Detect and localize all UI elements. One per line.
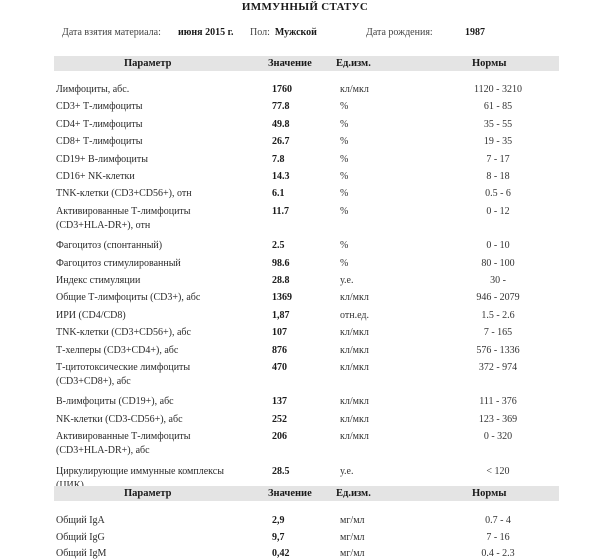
value: 470 (272, 362, 287, 373)
param-name: В-лимфоциты (CD19+), абс (56, 396, 174, 408)
param-name: TNK-клетки (CD3+CD56+), абс (56, 327, 191, 339)
param-name: Фагоцитоз (спонтанный) (56, 240, 163, 252)
table-row (54, 514, 559, 527)
norm: 1120 - 3210 (474, 84, 522, 95)
table-row (54, 83, 559, 97)
table-row (54, 153, 559, 167)
norm: < 120 (486, 465, 510, 477)
param-name: Т-цитотоксические лимфоциты (56, 362, 191, 373)
norm: 0 - 10 (486, 240, 510, 252)
table-row (54, 413, 559, 427)
param-name: Т-хелперы (CD3+CD4+), абс (56, 344, 179, 356)
unit: % (340, 153, 349, 165)
param-name: Активированные Т-лимфоциты (56, 431, 191, 443)
param-name: CD16+ NK-клетки (56, 171, 135, 182)
unit: мг/мл (340, 515, 365, 526)
unit: у.е. (340, 275, 354, 286)
table-row (54, 291, 559, 305)
unit: у.е. (340, 465, 354, 477)
norm: 0.4 - 2.3 (481, 548, 515, 559)
param-name: ИРИ (CD4/CD8) (56, 309, 126, 321)
table-row (54, 430, 559, 458)
unit: мг/мл (340, 531, 365, 543)
norm: 0 - 320 (483, 431, 513, 443)
table-row (54, 326, 559, 340)
sample-date-value-wrap (178, 26, 234, 40)
sample-date-label: Дата взятия материала: (62, 27, 161, 38)
table-row (54, 309, 559, 323)
unit: % (340, 240, 349, 252)
param-name-cont: (CD3+HLA-DR+), отн (56, 219, 151, 231)
value: 28.5 (272, 465, 290, 477)
header-param: Параметр (124, 488, 172, 499)
value: 1760 (272, 84, 292, 95)
table2-header (54, 486, 559, 501)
unit: % (340, 136, 349, 148)
header-value: Значение (268, 58, 312, 69)
unit: кл/мкл (340, 327, 369, 339)
header-unit: Ед.изм. (336, 488, 371, 499)
table-row (54, 257, 559, 271)
norm: 61 - 85 (483, 101, 513, 113)
header-param: Параметр (124, 58, 172, 69)
unit: кл/мкл (340, 362, 369, 373)
value: 876 (272, 344, 287, 356)
table-row (54, 187, 559, 201)
norm: 946 - 2079 (476, 292, 520, 304)
norm: 80 - 100 (481, 257, 515, 269)
param-name: Циркулирующие иммунные комплексы (56, 465, 224, 477)
value: 6.1 (272, 188, 285, 200)
param-name-cont: (CD3+HLA-DR+), абс (56, 445, 150, 457)
report-title: ИММУННЫЙ СТАТУС (241, 1, 369, 13)
unit: кл/мкл (340, 344, 369, 356)
norm: 576 - 1336 (476, 344, 520, 356)
header-value: Значение (268, 488, 312, 499)
table1-header (54, 56, 559, 71)
sex (250, 26, 317, 40)
unit: мг/мл (340, 548, 365, 559)
norm: 35 - 55 (483, 118, 513, 130)
sample-date-value: июня 2015 г. (178, 27, 234, 38)
param-name: Фагоцитоз стимулированный (56, 257, 181, 269)
table-row (54, 135, 559, 149)
value: 9,7 (272, 531, 285, 543)
param-name: CD3+ Т-лимфоциты (56, 101, 143, 113)
value: 206 (272, 431, 287, 443)
norm: 7 - 165 (483, 327, 513, 339)
sex-value: Мужской (274, 27, 317, 38)
header-norm: Нормы (472, 58, 507, 69)
value: 98.6 (272, 257, 290, 269)
birth-date-value-wrap (465, 26, 485, 40)
table-row (54, 547, 559, 560)
birth-date-label: Дата рождения: (366, 27, 433, 38)
param-name-cont: (CD3+CD8+), абс (56, 376, 131, 387)
param-name: Общий IgG (56, 531, 105, 543)
value: 7.8 (272, 153, 285, 165)
param-name: Общие Т-лимфоциты (CD3+), абс (56, 292, 201, 304)
table-row (54, 344, 559, 358)
unit: % (340, 171, 349, 182)
norm: 7 - 16 (486, 531, 510, 543)
table-row (54, 100, 559, 114)
param-name: Общий IgA (56, 515, 105, 526)
unit: отн.ед. (340, 309, 369, 321)
value: 2,9 (272, 515, 285, 526)
param-name: TNK-клетки (CD3+CD56+), отн (56, 188, 192, 200)
value: 14.3 (272, 171, 290, 182)
param-name: Общий IgM (56, 548, 107, 559)
unit: % (340, 205, 349, 217)
param-name: Индекс стимуляции (56, 275, 141, 286)
norm: 0.7 - 4 (485, 515, 511, 526)
norm: 0.5 - 6 (485, 188, 511, 200)
value: 252 (272, 413, 287, 425)
unit: % (340, 257, 349, 269)
value: 11.7 (272, 205, 289, 217)
value: 1369 (272, 292, 292, 304)
param-name: Активированные Т-лимфоциты (56, 205, 191, 217)
table-row (54, 239, 559, 253)
norm: 30 - (490, 275, 506, 286)
unit: кл/мкл (340, 431, 369, 443)
value: 0,42 (272, 548, 290, 559)
table-row (54, 274, 559, 288)
sample-date (62, 26, 161, 40)
unit: кл/мкл (340, 84, 369, 95)
birth-date (366, 26, 433, 40)
value: 26.7 (272, 136, 290, 148)
value: 2.5 (272, 240, 285, 252)
value: 1,87 (272, 309, 290, 321)
table-row (54, 170, 559, 184)
unit: кл/мкл (340, 413, 369, 425)
unit: % (340, 101, 349, 113)
table-row (54, 118, 559, 132)
table-row (54, 361, 559, 389)
value: 107 (272, 327, 287, 339)
value: 77.8 (272, 101, 290, 113)
param-name: CD8+ Т-лимфоциты (56, 136, 143, 148)
param-name: CD19+ В-лимфоциты (56, 153, 148, 165)
param-name: Лимфоциты, абс. (56, 84, 130, 95)
unit: кл/мкл (340, 292, 369, 304)
header-unit: Ед.изм. (336, 58, 371, 69)
sex-label: Пол: (250, 27, 270, 38)
table-row (54, 395, 559, 409)
value: 28.8 (272, 275, 290, 286)
param-name: CD4+ Т-лимфоциты (56, 118, 143, 130)
header-norm: Нормы (472, 488, 507, 499)
norm: 123 - 369 (478, 413, 518, 425)
value: 137 (272, 396, 287, 408)
unit: кл/мкл (340, 396, 369, 408)
unit: % (340, 118, 349, 130)
norm: 111 - 376 (479, 396, 517, 408)
value: 49.8 (272, 118, 290, 130)
norm: 0 - 12 (486, 205, 510, 217)
norm: 1.5 - 2.6 (481, 309, 515, 321)
norm: 372 - 974 (478, 362, 518, 373)
table-row (54, 205, 559, 233)
norm: 8 - 18 (486, 171, 510, 182)
param-name: NK-клетки (CD3-CD56+), абс (56, 413, 183, 425)
norm: 7 - 17 (486, 153, 510, 165)
birth-date-value: 1987 (465, 27, 485, 38)
norm: 19 - 35 (483, 136, 513, 148)
table-row (54, 531, 559, 544)
unit: % (340, 188, 349, 200)
